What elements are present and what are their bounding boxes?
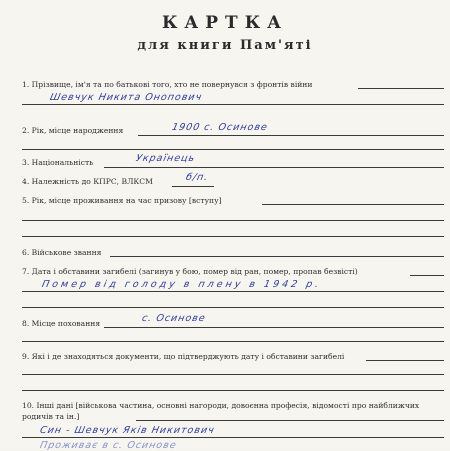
field-5-line-c <box>22 236 444 237</box>
field-2-line-b <box>22 149 444 150</box>
field-4-label: 4. Належність до КПРС, ВЛКСМ <box>22 177 153 186</box>
field-8-label: 8. Місце поховання <box>22 319 101 328</box>
field-8-value: с. Осинове <box>140 313 207 324</box>
field-8-line <box>104 327 444 328</box>
field-2-line <box>138 135 444 136</box>
field-6-line <box>110 256 444 257</box>
field-9-line-b <box>22 374 444 375</box>
field-3-value: Українець <box>134 153 197 164</box>
field-5-line-b <box>22 220 444 221</box>
field-5-label: 5. Рік, місце проживання на час призову [вступу] <box>22 196 222 205</box>
card-title: КАРТКА <box>161 13 289 33</box>
field-10-value-2: Проживає в с. Осинове <box>38 440 178 451</box>
field-3-label: 3. Національність <box>22 158 94 167</box>
field-1-value: Шевчук Никита Онопович <box>48 92 204 103</box>
field-1-label: 1. Прізвище, ім'я та по батькові того, хто не повернувся з фронтів війни <box>22 80 313 89</box>
field-9-line-c <box>22 390 444 391</box>
field-4-line <box>172 186 214 187</box>
field-10-label: 10. Інші дані [військова частина, основні нагороди, довоєнна професія, відомості про найближчих родичів та ін.] <box>22 401 420 421</box>
card-subtitle: для книги Пам'яті <box>137 38 313 53</box>
field-2-label: 2. Рік, місце народження <box>22 126 124 135</box>
field-2-value: 1900 с. Осинове <box>170 122 269 133</box>
field-1-line-a <box>358 88 444 89</box>
field-9-line-a <box>366 360 444 361</box>
field-7-value: Помер від голоду в плену в 1942 р. <box>40 279 323 290</box>
field-7-line-c <box>22 307 444 308</box>
field-7-label: 7. Дата і обставини загибелі (загинув у бою, помер від ран, помер, пропав безвісті) <box>22 267 358 276</box>
field-9-label: 9. Які і де знаходяться документи, що підтверджують дату і обставини загибелі <box>22 352 345 361</box>
field-7-line-b <box>22 291 444 292</box>
field-8-line-b <box>22 341 444 342</box>
field-10-value: Син - Шевчук Яків Никитович <box>38 425 216 436</box>
field-7-line-a <box>410 275 444 276</box>
field-3-line <box>104 167 444 168</box>
field-6-label: 6. Військове звання <box>22 248 102 257</box>
field-10-line-b <box>22 437 444 438</box>
field-10-line-a <box>136 420 444 421</box>
field-4-value: б/п. <box>184 172 210 183</box>
field-5-line-a <box>262 204 444 205</box>
field-1-line-b <box>22 104 444 105</box>
